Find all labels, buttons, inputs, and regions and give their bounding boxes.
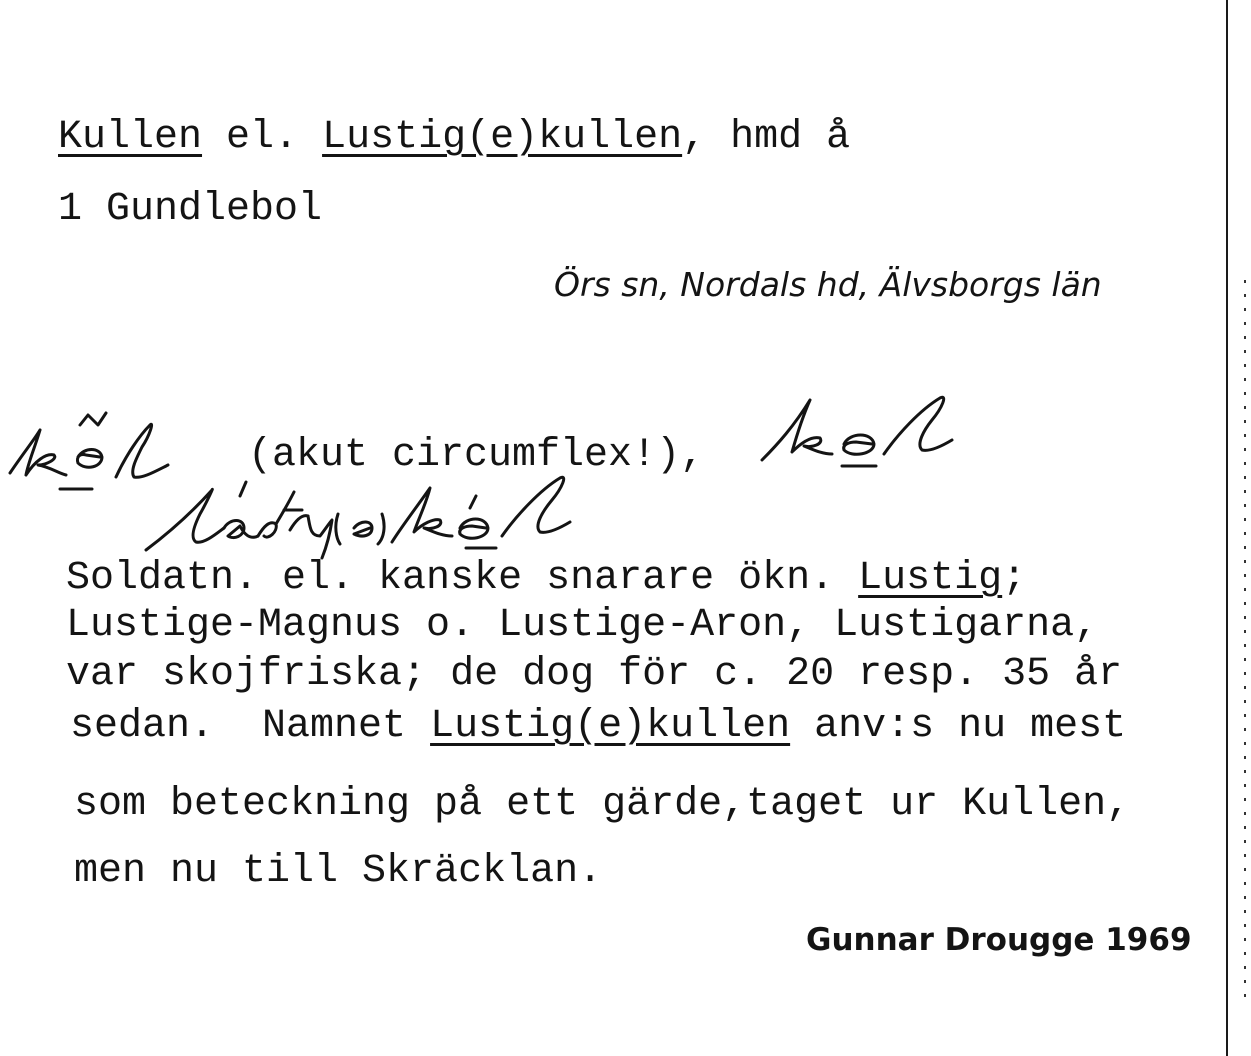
location-stamp: Örs sn, Nordals hd, Älvsborgs län [554, 265, 1102, 304]
body-line-4-start: sedan. Namnet [70, 704, 431, 749]
body-line-5: som beteckning på ett gärde,taget ur Kullen, [74, 782, 1131, 827]
body-line-6: men nu till Skräcklan. [74, 849, 603, 894]
body-line-4 [70, 704, 1127, 749]
pronunciation-note: (akut circumflex!), [248, 433, 705, 478]
heading-line-2: 1 Gundlebol [58, 187, 323, 232]
body-line-4-lustigekullen: Lustig(e)kullen [430, 704, 791, 749]
card-edge-dots [1244, 280, 1246, 1000]
card-edge-line [1226, 0, 1228, 1056]
heading-rest: , hmd å [682, 115, 851, 160]
heading-line-1 [58, 115, 851, 160]
heading-name-kullen: Kullen [58, 115, 203, 160]
handwritten-form-2 [752, 388, 972, 468]
heading-separator: el. [202, 115, 323, 160]
body-line-2: Lustige-Magnus o. Lustige-Aron, Lustigarna, [66, 603, 1099, 648]
signature-stamp: Gunnar Drougge 1969 [806, 922, 1192, 958]
body-line-1-end: ; [1002, 556, 1027, 601]
handwritten-form-3 [140, 470, 640, 560]
body-line-1 [66, 556, 1027, 601]
body-line-3: var skojfriska; de dog för c. 20 resp. 35 år [66, 652, 1123, 697]
body-line-4-end: anv:s nu mest [790, 704, 1127, 749]
body-line-1-lustig: Lustig [858, 556, 1003, 601]
body-line-1-start: Soldatn. el. kanske snarare ökn. [66, 556, 859, 601]
heading-name-lustigekullen: Lustig(e)kullen [322, 115, 683, 160]
